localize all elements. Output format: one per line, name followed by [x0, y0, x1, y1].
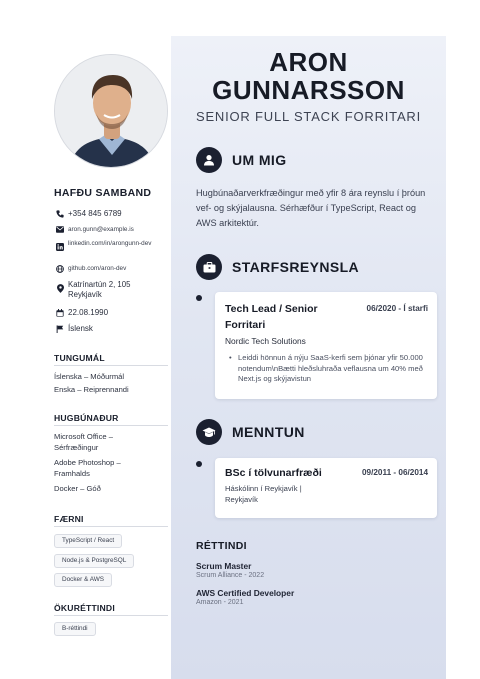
skill-tag: Node.js & PostgreSQL: [54, 554, 134, 568]
contact-birthdate: [54, 308, 172, 318]
license-divider: [54, 615, 168, 616]
linkedin-icon: [54, 239, 66, 251]
education-school: Háskólinn í Reykjavík | Reykjavík: [225, 484, 302, 504]
user-icon: [196, 147, 222, 173]
first-name: ARON: [269, 47, 348, 77]
languages-divider: [54, 365, 168, 366]
last-name: GUNNARSSON: [212, 75, 405, 105]
contact-heading: HAFÐU SAMBAND: [54, 187, 152, 199]
experience-heading: STARFSREYNSLA: [232, 259, 360, 275]
software-heading: HUGBÚNAÐUR: [54, 413, 119, 423]
contact-nationality: [54, 324, 172, 334]
contact-address: [54, 280, 172, 300]
certification-name: AWS Certified Developer: [196, 588, 295, 598]
about-heading: UM MIG: [232, 152, 287, 168]
linkedin-text: linkedin.com/in/arongunn-dev: [68, 240, 152, 247]
experience-date: 06/2020 - Í starfi: [366, 304, 428, 313]
license-tag: B-réttindi: [54, 622, 96, 636]
experience-company: Nordic Tech Solutions: [225, 336, 306, 346]
contact-phone[interactable]: [54, 209, 172, 219]
address-text: Katrínartún 2, 105 Reykjavík: [68, 280, 131, 299]
certification-name: Scrum Master: [196, 561, 252, 571]
education-heading: MENNTUN: [232, 424, 305, 440]
education-card: [215, 458, 437, 518]
timeline-dot: [196, 295, 202, 301]
github-text: github.com/aron-dev: [68, 265, 127, 272]
education-date: 09/2011 - 06/2014: [361, 468, 428, 477]
phone-text: +354 845 6789: [68, 209, 122, 218]
certification-issuer: Amazon - 2021: [196, 599, 244, 606]
experience-card: [215, 292, 437, 399]
timeline-dot: [196, 461, 202, 467]
skill-tag: Docker & AWS: [54, 573, 112, 587]
briefcase-icon: [196, 254, 222, 280]
language-item: Enska – Reiprennandi: [54, 385, 129, 394]
email-text: aron.gunn@example.is: [68, 226, 134, 233]
languages-heading: TUNGUMÁL: [54, 353, 105, 363]
main-content: [171, 36, 446, 679]
contact-email[interactable]: [54, 225, 172, 234]
software-item: Adobe Photoshop – Framhalds: [54, 458, 121, 478]
contact-github[interactable]: [54, 264, 172, 273]
skills-divider: [54, 526, 168, 527]
graduation-cap-icon: [196, 419, 222, 445]
globe-icon: [54, 264, 66, 273]
experience-bullet: • Leiddi hönnun á nýju SaaS-kerfi sem þjónar yfir 50.000 notendum\nBætti hleðsluhraða veflausna um 40% með Next.js og skýjavistun: [229, 353, 423, 383]
profile-photo: [54, 54, 168, 168]
flag-icon: [54, 324, 66, 333]
map-pin-icon: [54, 280, 66, 293]
experience-role: Forritari: [225, 319, 266, 331]
birthdate-text: 22.08.1990: [68, 308, 109, 317]
nationality-text: Íslensk: [68, 324, 93, 333]
software-item: Microsoft Office – Sérfræðingur: [54, 432, 113, 452]
phone-icon: [54, 209, 66, 218]
person-portrait-icon: [55, 55, 168, 168]
skill-tag: TypeScript / React: [54, 534, 122, 548]
certifications-heading: RÉTTINDI: [196, 540, 247, 552]
about-text: Hugbúnaðarverkfræðingur með yfir 8 ára reynslu í þróun vef- og skýjalausna. Sérhæfður í TypeScript, React og AWS arkitektúr.: [196, 188, 426, 228]
license-heading: ÖKURÉTTINDI: [54, 603, 115, 613]
calendar-icon: [54, 308, 66, 317]
envelope-icon: [54, 225, 66, 233]
certification-issuer: Scrum Alliance - 2022: [196, 572, 265, 579]
skills-heading: FÆRNI: [54, 514, 84, 524]
education-degree: BSc í tölvunarfræði: [225, 467, 322, 479]
sidebar: [34, 36, 171, 679]
job-title: SENIOR FULL STACK FORRITARI: [195, 109, 422, 124]
contact-linkedin[interactable]: [54, 239, 172, 251]
language-item: Íslenska – Móðurmál: [54, 372, 125, 381]
software-item: Docker – Góð: [54, 484, 101, 493]
software-divider: [54, 425, 168, 426]
experience-role: Tech Lead / Senior: [225, 303, 318, 315]
